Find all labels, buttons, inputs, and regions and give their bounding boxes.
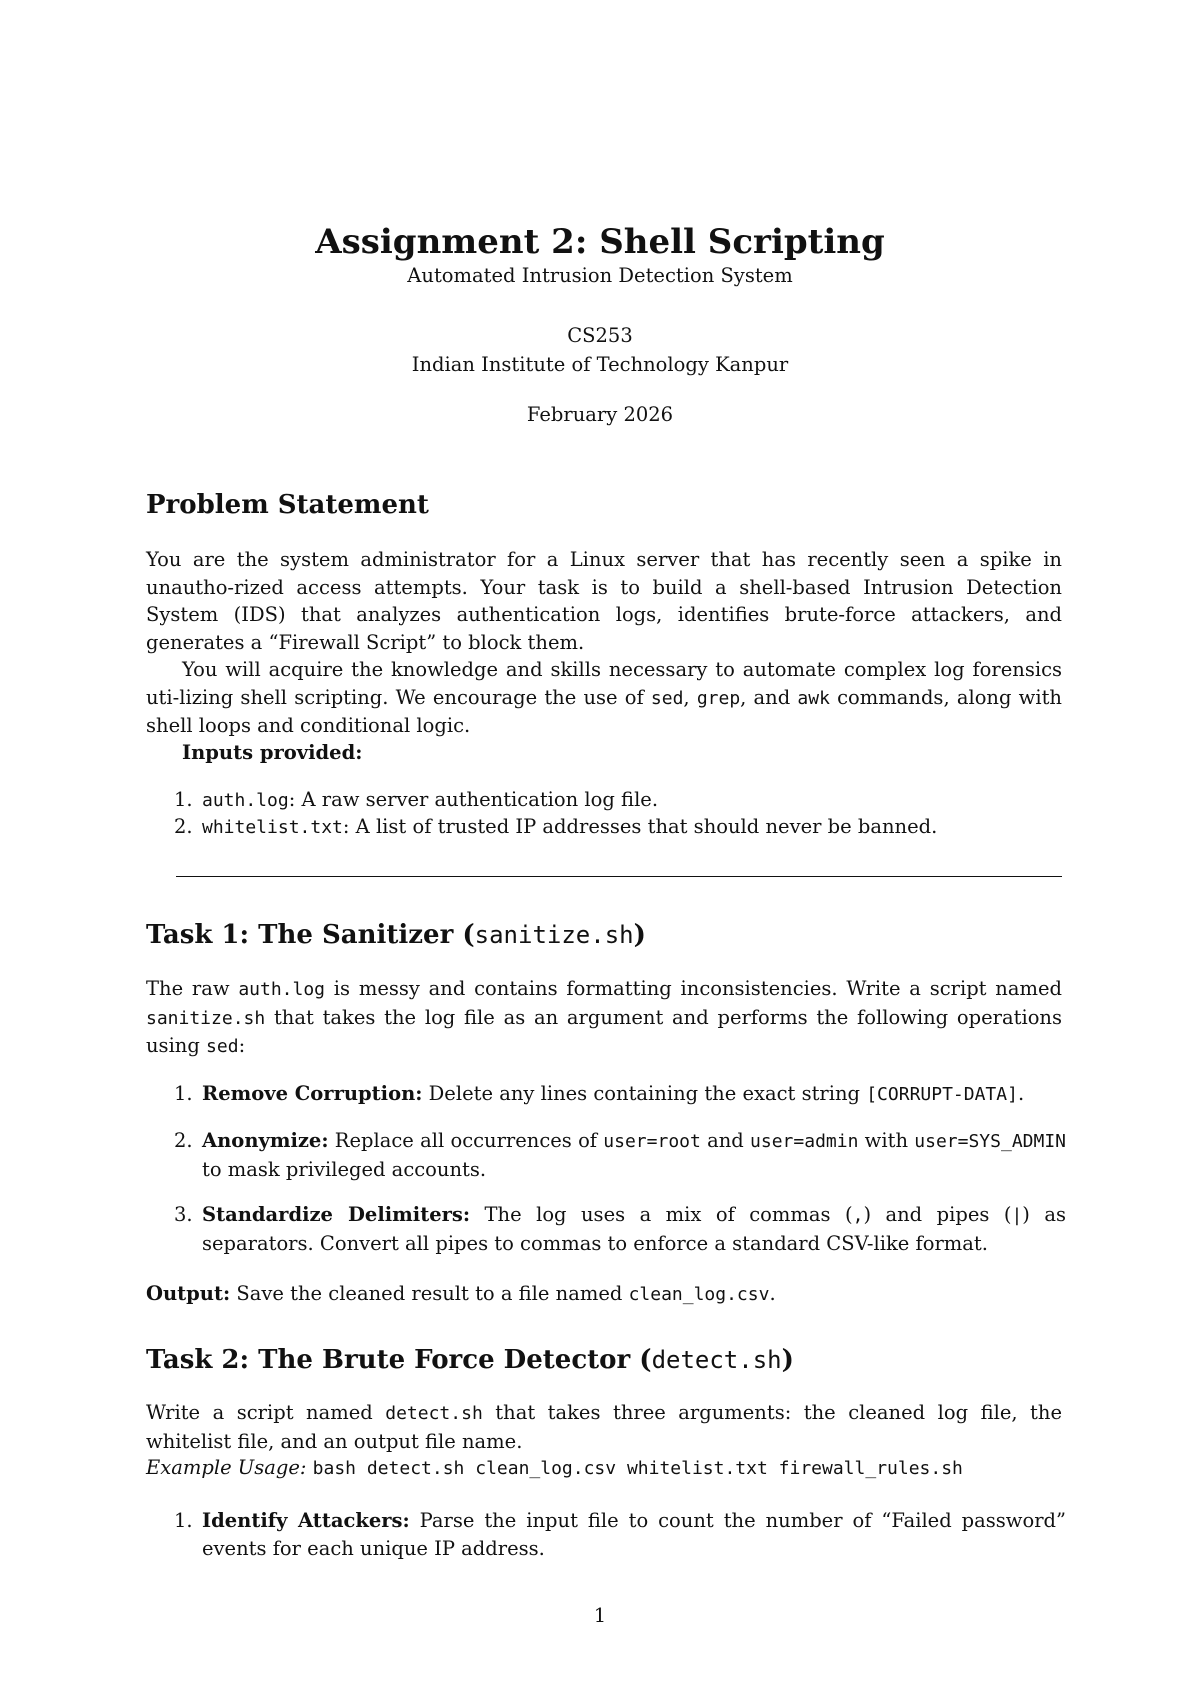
task2-intro: Write a script named detect.sh that takes three arguments: the cleaned log file, the whitelist file, and an output file name. xyxy=(146,1401,1062,1453)
task1-intro: The raw auth.log is messy and contains formatting inconsistencies. Write a script named sanitize.sh that takes the log file as an argument and performs the following operations using sed: xyxy=(146,977,1062,1057)
course-code: CS253 xyxy=(567,324,633,347)
inputs-provided-label: Inputs provided: xyxy=(182,741,363,764)
document-title: Assignment 2: Shell Scripting xyxy=(315,222,885,262)
problem-paragraph-1: You are the system administrator for a Linux server that has recently seen a spike in unautho-rized access attempts. Your task is to build a shell-based Intrusion Detection System (IDS) that analyzes authentication logs, identifies brute-force attackers, and generates a “Firewall Script” to block them. xyxy=(146,548,1062,654)
horizontal-rule xyxy=(176,876,1062,877)
problem-paragraph-2: You will acquire the knowledge and skills necessary to automate complex log forensics uti-lizing shell scripting. We encourage the use of sed, grep, and awk commands, along with shell loops and conditional logic. xyxy=(146,658,1062,737)
task2-example-usage: Example Usage: bash detect.sh clean_log.csv whitelist.txt firewall_rules.sh xyxy=(146,1456,963,1479)
document-subtitle: Automated Intrusion Detection System xyxy=(407,264,793,287)
task1-heading: Task 1: The Sanitizer (sanitize.sh) xyxy=(146,920,646,950)
task1-output: Output: Save the cleaned result to a file named clean_log.csv. xyxy=(146,1282,776,1305)
page-number: 1 xyxy=(593,1604,607,1627)
problem-statement-heading: Problem Statement xyxy=(146,490,429,520)
task2-heading: Task 2: The Brute Force Detector (detect.sh) xyxy=(146,1345,794,1375)
institute-name: Indian Institute of Technology Kanpur xyxy=(411,353,789,376)
document-date: February 2026 xyxy=(526,403,674,426)
